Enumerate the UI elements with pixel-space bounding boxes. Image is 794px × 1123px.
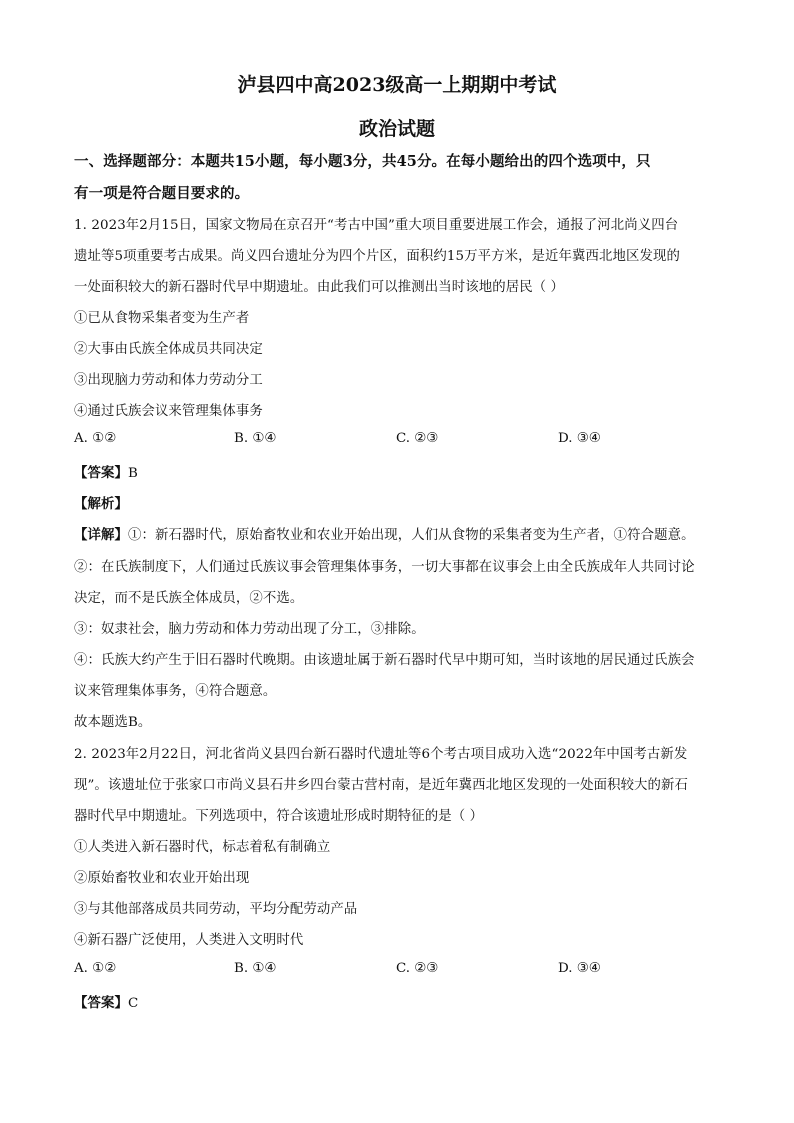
q1-analysis-tag xyxy=(74,493,722,512)
q1-item-4: ④通过氏族会议来管理集体事务 xyxy=(74,404,263,419)
q1-option-b: B. ①④ xyxy=(234,431,277,446)
q2-option-c: C. ②③ xyxy=(396,961,439,976)
q2-item-1: ①人类进入新石器时代，标志着私有制确立 xyxy=(74,840,331,855)
answer-value: C xyxy=(127,996,139,1011)
analysis-tag: 【解析】 xyxy=(74,496,128,512)
q2-option-a: A. ①② xyxy=(74,961,117,976)
q1-stem-line-2: 遗址等5项重要考古成果。尚义四台遗址分为四个片区，面积约15万平方米，是近年冀西北地区发现的 xyxy=(74,249,680,264)
exam-title: 泸县四中高2023级高一上期期中考试 xyxy=(237,74,557,96)
answer-value: B xyxy=(127,466,138,481)
answer-tag: 【答案】 xyxy=(74,465,128,481)
answer-tag: 【答案】 xyxy=(74,995,128,1011)
section-heading-line-2: 有一项是符合题目要求的。 xyxy=(74,185,250,202)
q1-item-1: ①已从食物采集者变为生产者 xyxy=(74,311,250,326)
q2-option-b: B. ①④ xyxy=(234,961,277,976)
q1-stem-line-3: 一处面积较大的新石器时代早中期遗址。由此我们可以推测出当时该地的居民（ ） xyxy=(74,280,565,295)
q1-option-d: D. ③④ xyxy=(558,431,601,446)
q1-detail-2a: ②：在氏族制度下，人们通过氏族议事会管理集体事务，一切大事都在议事会上由全氏族成年人共同讨论 xyxy=(74,560,695,575)
q1-detail-2b: 决定，而不是氏族全体成员，②不选。 xyxy=(74,591,304,606)
q1-item-2: ②大事由氏族全体成员共同决定 xyxy=(74,342,263,357)
q2-answer xyxy=(74,992,722,1011)
section-heading-line-1: 一、选择题部分：本题共15小题，每小题3分，共45分。在每小题给出的四个选项中，只 xyxy=(74,153,651,170)
q2-stem-line-1: 2. 2023年2月22日，河北省尚义县四台新石器时代遗址等6个考古项目成功入选“2022年中国考古新发 xyxy=(74,747,688,762)
q1-answer xyxy=(74,462,722,481)
q1-conclusion: 故本题选B。 xyxy=(74,715,152,730)
detail-text: ①：新石器时代，原始畜牧业和农业开始出现，人们从食物的采集者变为生产者，①符合题意。 xyxy=(127,528,695,543)
q2-stem-line-2: 现”。该遗址位于张家口市尚义县石井乡四台蒙古营村南，是近年冀西北地区发现的一处面积较大的新石 xyxy=(74,778,689,793)
q2-stem-line-3: 器时代早中期遗址。下列选项中，符合该遗址形成时期特征的是（ ） xyxy=(74,809,484,824)
q1-detail-3: ③：奴隶社会，脑力劳动和体力劳动出现了分工，③排除。 xyxy=(74,622,425,637)
q1-detail-4a: ④：氏族大约产生于旧石器时代晚期。由该遗址属于新石器时代早中期可知，当时该地的居民通过氏族会 xyxy=(74,653,695,668)
q1-detail-4b: 议来管理集体事务，④符合题意。 xyxy=(74,684,277,699)
q1-option-a: A. ①② xyxy=(74,431,117,446)
q2-item-3: ③与其他部落成员共同劳动，平均分配劳动产品 xyxy=(74,902,358,917)
exam-subtitle: 政治试题 xyxy=(358,118,435,140)
q2-item-2: ②原始畜牧业和农业开始出现 xyxy=(74,871,250,886)
q1-item-3: ③出现脑力劳动和体力劳动分工 xyxy=(74,373,263,388)
q1-detail-1 xyxy=(74,524,722,543)
detail-tag: 【详解】 xyxy=(74,527,128,543)
q1-stem-line-1: 1. 2023年2月15日，国家文物局在京召开“考古中国”重大项目重要进展工作会，通报了河北尚义四台 xyxy=(74,218,679,233)
q2-item-4: ④新石器广泛使用，人类进入文明时代 xyxy=(74,933,304,948)
q2-option-d: D. ③④ xyxy=(558,961,601,976)
q1-option-c: C. ②③ xyxy=(396,431,439,446)
